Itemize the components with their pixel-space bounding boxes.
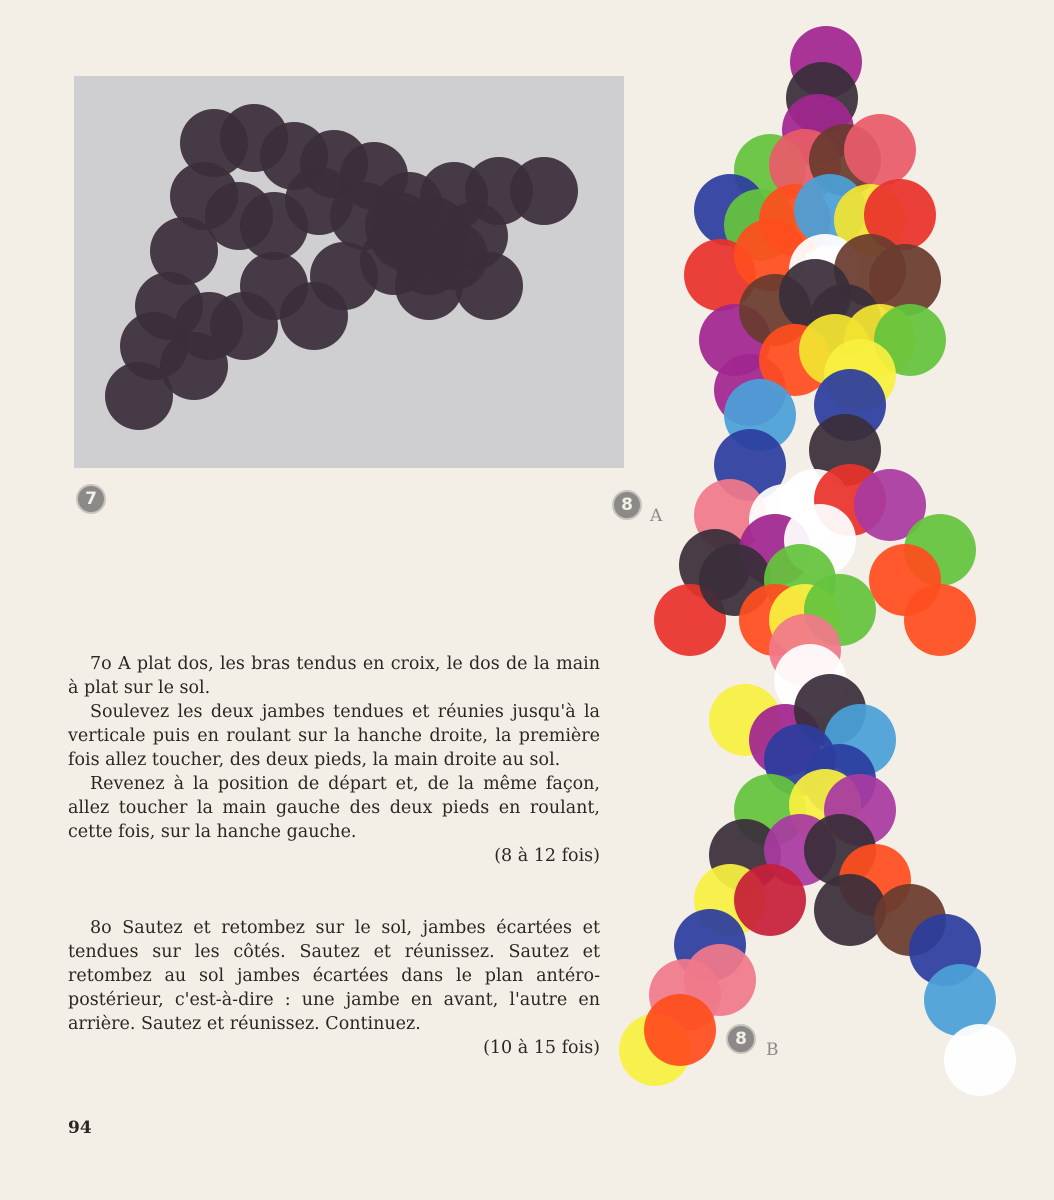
figure-8-disc: [844, 114, 916, 186]
exercise-7-paragraph-3: Revenez à la position de départ et, de la même façon, allez toucher la main gauche des deux pieds en roulant, cette fois, sur la hanche gauche.: [68, 774, 600, 842]
figure-8b-letter: B: [766, 1040, 779, 1060]
figure-7-badge: 7: [76, 484, 106, 514]
figure-8b-badge: 8: [726, 1024, 756, 1054]
figure-8-disc: [644, 994, 716, 1066]
figure-8-disc: [814, 874, 886, 946]
figure-7-discs: [74, 76, 624, 468]
exercise-7-count: (8 à 12 fois): [494, 846, 600, 866]
figure-7-photo: [74, 76, 624, 468]
figure-7-disc: [440, 202, 508, 270]
figure-8-disc: [734, 864, 806, 936]
figure-8a-letter: A: [650, 506, 663, 526]
figure-7-disc: [510, 157, 578, 225]
figure-8-disc: [904, 584, 976, 656]
exercise-8-text: [68, 916, 600, 1060]
page-number: 94: [68, 1118, 92, 1138]
exercise-7-text: [68, 652, 600, 868]
exercise-7-intro: 7o A plat dos, les bras tendus en croix, le dos de la main à plat sur le sol.: [68, 654, 600, 698]
figure-8a-badge: 8: [612, 490, 642, 520]
figure-8-disc: [944, 1024, 1016, 1096]
figure-8-collage: [600, 20, 1054, 1100]
exercise-8-intro: 8o Sautez et retombez sur le sol, jambes écartées et tendues sur les côtés. Sautez et réunissez. Sautez et retombez au sol jambes écartées dans le plan antéro-postérieur, c'est-à-dire : une jambe en avant, l'autre en arrière. Sautez et réunissez. Continuez.: [68, 918, 600, 1034]
exercise-7-paragraph-2: Soulevez les deux jambes tendues et réunies jusqu'à la verticale puis en roulant sur la hanche droite, la première fois allez toucher, des deux pieds, la main droite au sol.: [68, 702, 600, 770]
exercise-8-count: (10 à 15 fois): [483, 1038, 600, 1058]
